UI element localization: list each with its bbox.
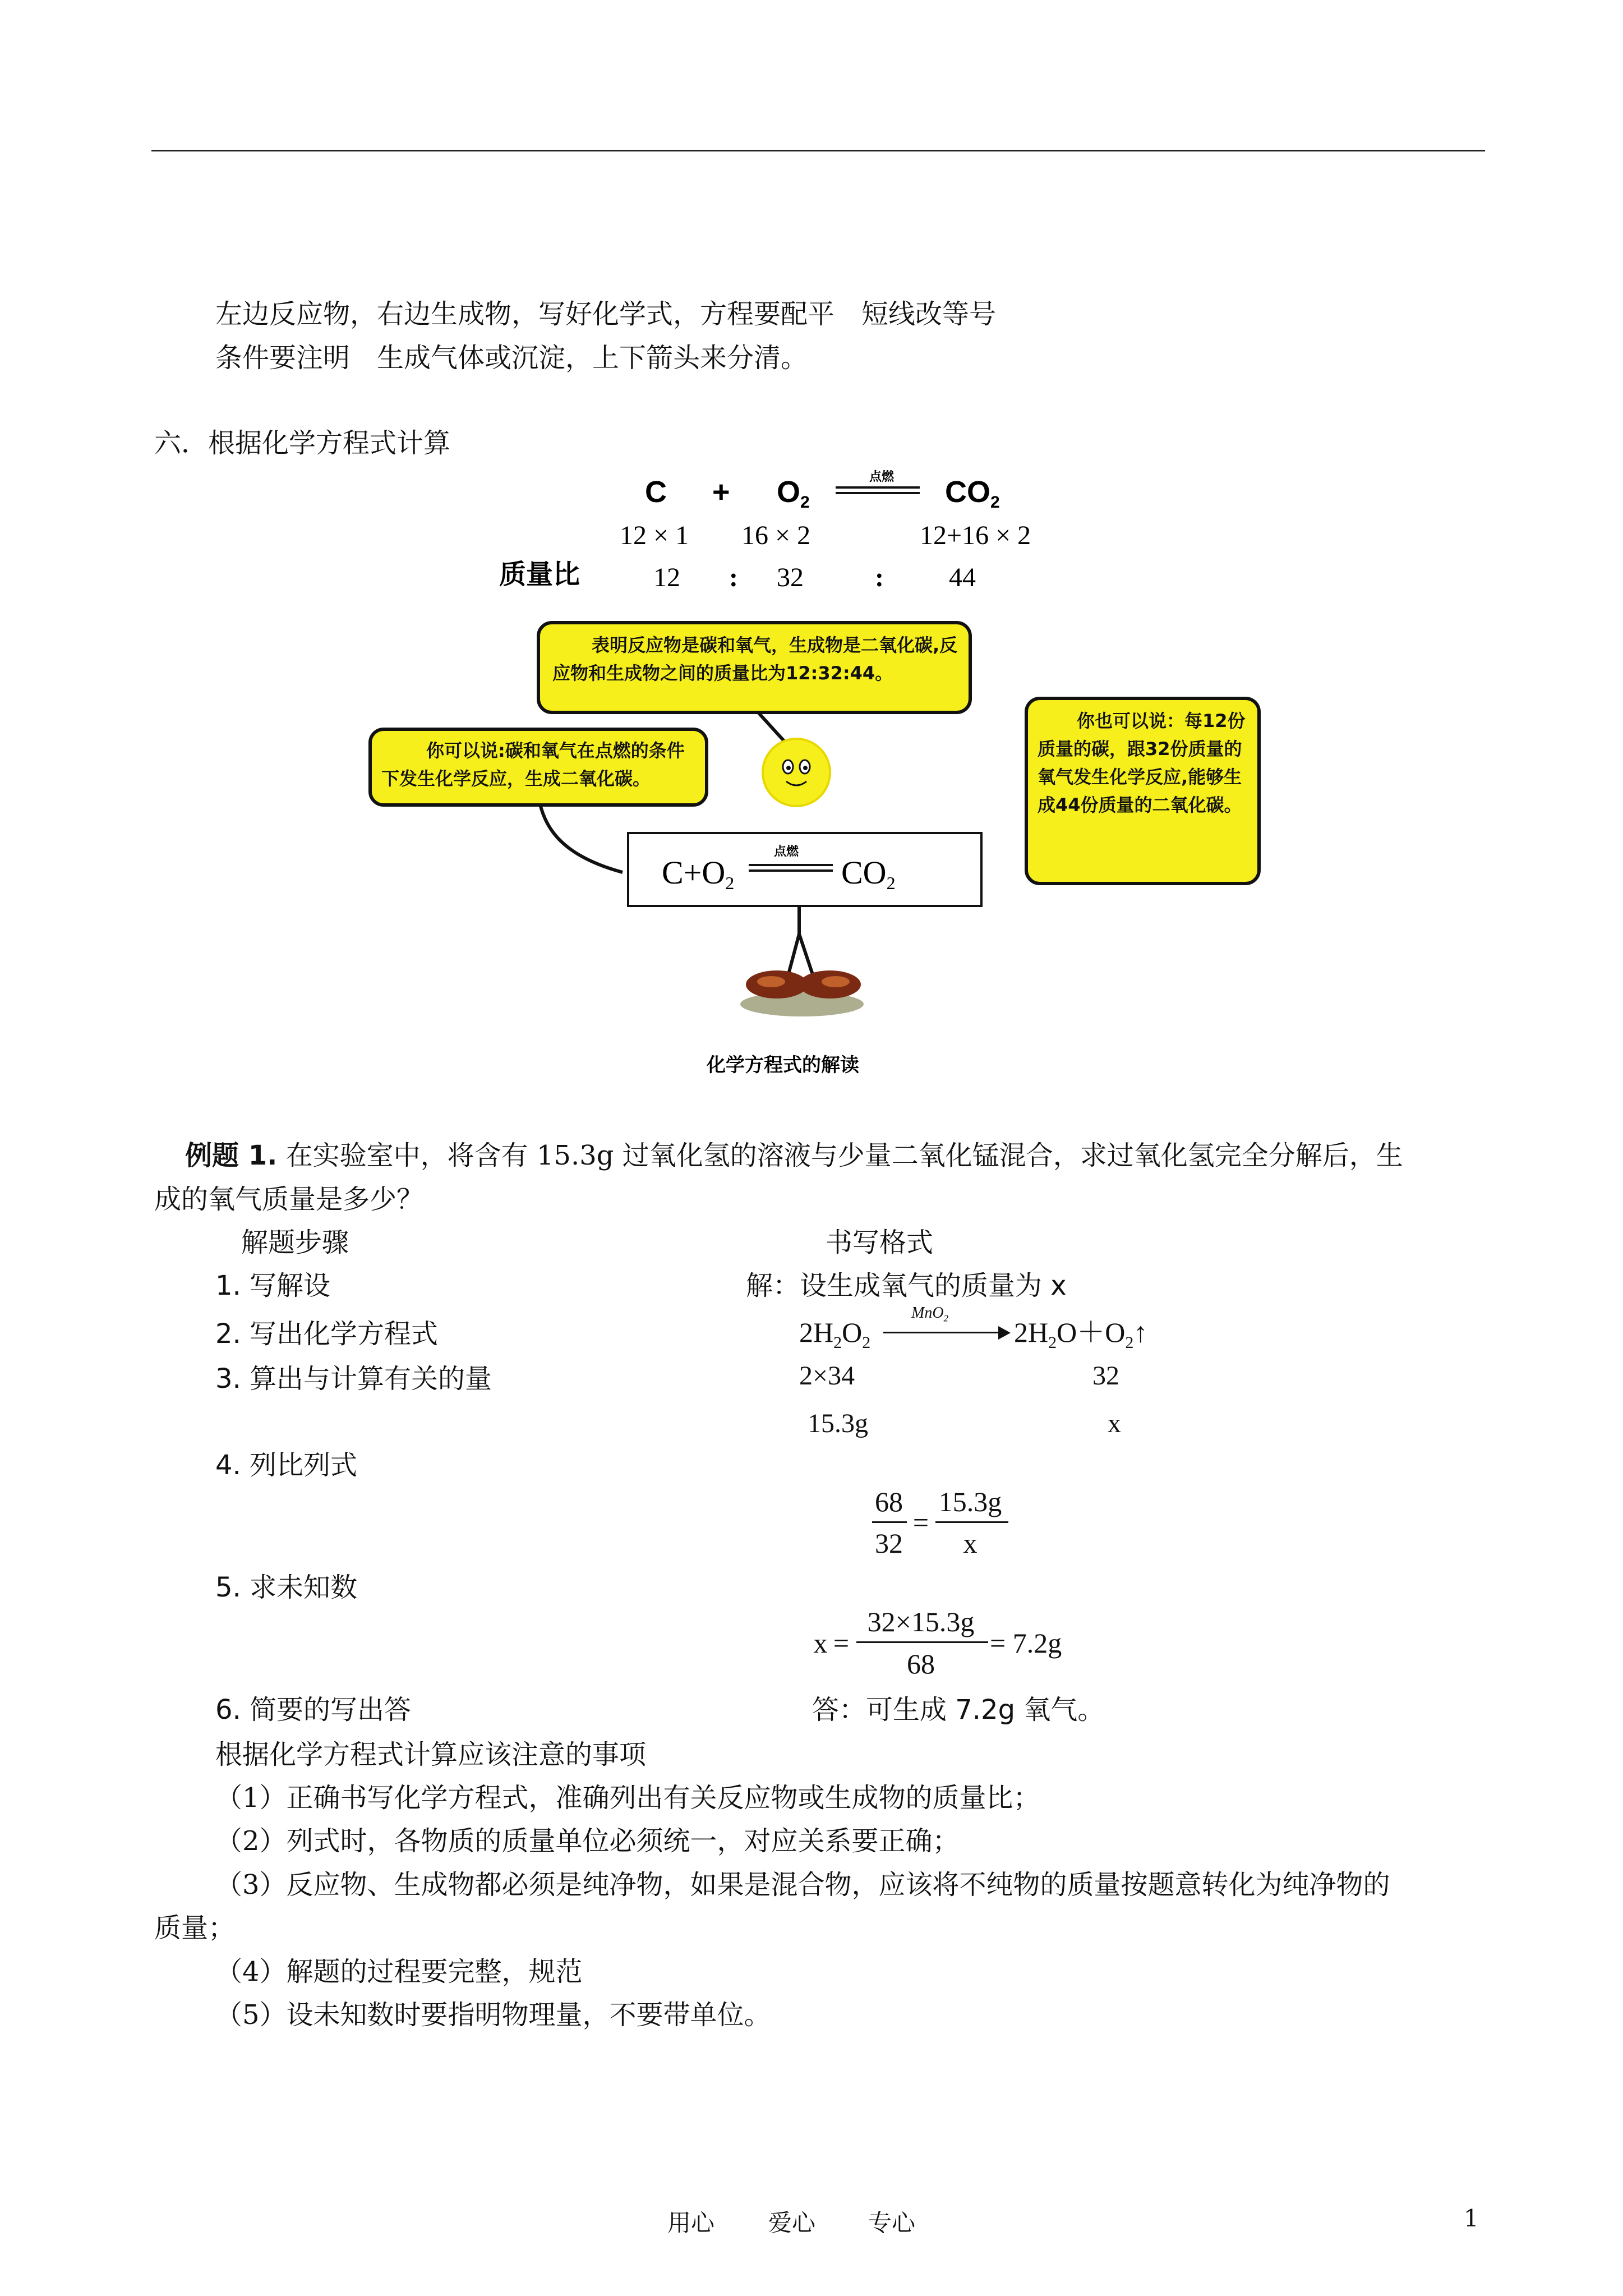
header-rule xyxy=(151,150,1485,151)
bubble-right-text: 你也可以说：每12份质量的碳，跟32份质量的氧气发生化学反应,能够生成44份质量的二氧化碳。 xyxy=(1038,710,1246,816)
notes-title: 根据化学方程式计算应该注意的事项 xyxy=(215,1739,647,1770)
section-title: 六．根据化学方程式计算 xyxy=(154,427,451,459)
step-5: 5. 求未知数 xyxy=(215,1572,358,1603)
prop-fraction-line-left xyxy=(872,1521,907,1523)
page-number: 1 xyxy=(1464,2205,1479,2232)
sign-right: CO2 xyxy=(841,854,896,893)
solve-x: x xyxy=(813,1627,828,1659)
ratio-colon-2: : xyxy=(875,563,884,592)
solve-numerator: 32×15.3g xyxy=(867,1606,975,1637)
note-2: （2）列式时，各物质的质量单位必须统一，对应关系要正确； xyxy=(215,1825,960,1857)
eq-plus: + xyxy=(712,475,730,509)
step-4: 4. 列比列式 xyxy=(215,1450,358,1481)
footer-middle: 爱心 xyxy=(768,2209,816,2237)
note-1: （1）正确书写化学方程式，准确列出有关反应物或生成物的质量比； xyxy=(215,1782,1040,1814)
bubble-left-text: 你可以说:碳和氧气在点燃的条件下发生化学反应，生成二氧化碳。 xyxy=(381,740,685,789)
prop-num-right: 15.3g xyxy=(938,1486,1002,1517)
ratio-o2: 32 xyxy=(777,563,804,592)
col-header-steps: 解题步骤 xyxy=(241,1227,349,1258)
mass-co2: 12+16 × 2 xyxy=(920,521,1031,550)
ratio-c: 12 xyxy=(653,563,680,592)
ratio-co2: 44 xyxy=(949,563,976,592)
example-line-1 xyxy=(185,1139,1403,1172)
eq-o2: O2 xyxy=(777,475,810,512)
equation-interpretation-figure xyxy=(359,468,1267,1091)
prop-fraction-line-right xyxy=(935,1521,1008,1523)
prop-den-right: x xyxy=(963,1527,978,1559)
col-header-format: 书写格式 xyxy=(826,1227,934,1258)
note-3a: （3）反应物、生成物都必须是纯净物，如果是混合物，应该将不纯物的质量按题意转化为纯净物的 xyxy=(215,1869,1390,1901)
solve-equals: = xyxy=(833,1627,850,1659)
solve-fraction-line xyxy=(856,1641,988,1643)
up-arrow-icon: ↑ xyxy=(1133,1317,1148,1348)
prop-equals: = xyxy=(912,1507,929,1538)
eq-condition: 点燃 xyxy=(869,470,895,484)
bubble-top-text: 表明反应物是碳和氧气，生成物是二氧化碳,反应物和生成物之间的质量比为12:32:44。 xyxy=(552,634,958,684)
footer-right: 专心 xyxy=(868,2209,916,2237)
solve-denominator: 68 xyxy=(907,1648,935,1680)
note-3b: 质量； xyxy=(154,1912,236,1944)
step-2: 2. 写出化学方程式 xyxy=(215,1318,439,1350)
prop-num-left: 68 xyxy=(875,1486,903,1517)
ratio-colon-1: : xyxy=(729,563,738,592)
solution-mass-left: 2×34 xyxy=(799,1361,855,1391)
step-1: 1. 写解设 xyxy=(215,1270,331,1301)
reaction-arrow-line xyxy=(883,1332,1004,1333)
example-line-2: 成的氧气质量是多少？ xyxy=(154,1184,424,1215)
reaction-arrow-icon xyxy=(998,1326,1011,1340)
eq-co2: CO2 xyxy=(945,475,1000,512)
solution-equation: $2H_2O_2$ xyxy=(799,1317,871,1352)
solution-setup: 解：设生成氧气的质量为 x xyxy=(746,1270,1067,1301)
intro-line-2: 条件要注明 生成气体或沉淀，上下箭头来分清。 xyxy=(215,342,808,374)
prop-den-left: 32 xyxy=(875,1527,903,1559)
mass-o2: 16 × 2 xyxy=(741,521,811,550)
solve-result: = 7.2g xyxy=(990,1627,1062,1659)
footer-left: 用心 xyxy=(667,2209,715,2237)
example-label: 例题 1. xyxy=(185,1140,278,1171)
solution-products: $2H_2O+O_2↑$ xyxy=(1014,1317,1148,1352)
eq-c: C xyxy=(645,475,667,509)
step-3: 3. 算出与计算有关的量 xyxy=(215,1363,492,1395)
note-5: （5）设未知数时要指明物理量，不要带单位。 xyxy=(215,1999,771,2031)
intro-line-1: 左边反应物，右边生成物，写好化学式，方程要配平 短线改等号 xyxy=(215,298,997,330)
step-6: 6. 简要的写出答 xyxy=(215,1694,412,1726)
solution-unknown: x xyxy=(1108,1409,1121,1438)
solution-known: 15.3g xyxy=(808,1409,868,1438)
ratio-label: 质量比 xyxy=(499,559,580,590)
feet-icon xyxy=(740,970,864,1016)
sign-condition: 点燃 xyxy=(774,845,799,859)
mass-c: 12 × 1 xyxy=(620,521,689,550)
example-text-1: 在实验室中，将含有 15.3g 过氧化氢的溶液与少量二氧化锰混合，求过氧化氢完全分解后，生 xyxy=(285,1140,1403,1171)
solution-catalyst: MnO$_2$ xyxy=(911,1304,948,1324)
figure-caption: 化学方程式的解读 xyxy=(707,1054,859,1076)
solution-mass-right: 32 xyxy=(1092,1361,1119,1391)
answer: 答：可生成 7.2g 氧气。 xyxy=(812,1694,1105,1726)
note-4: （4）解题的过程要完整，规范 xyxy=(215,1956,583,1987)
smiley-face-icon xyxy=(763,739,830,806)
figure-graphic xyxy=(359,468,1267,1091)
sign-left: C+O2 xyxy=(662,854,735,893)
